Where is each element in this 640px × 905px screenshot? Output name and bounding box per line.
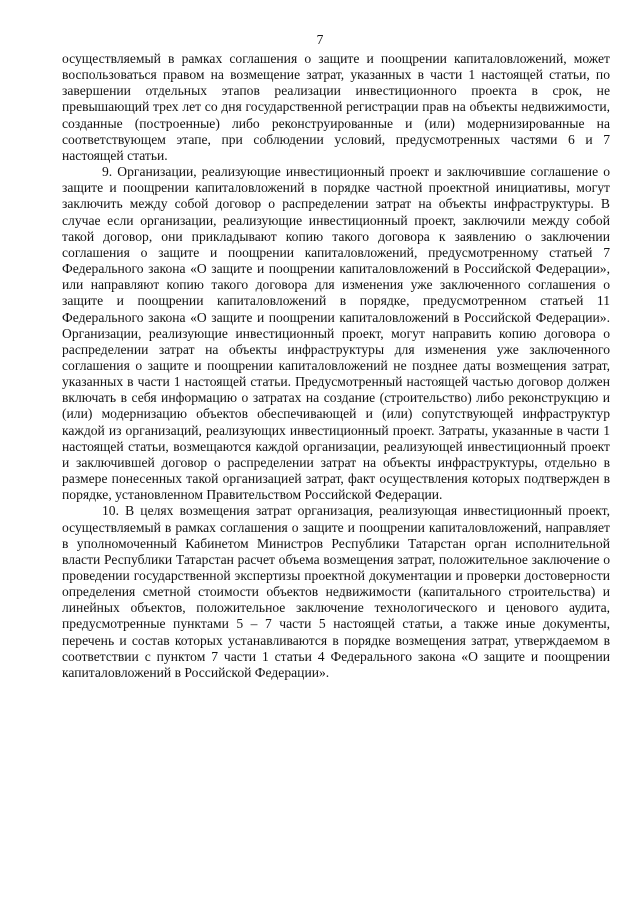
page-number: 7 [316,32,324,47]
document-body [62,51,610,681]
paragraph-item-9: 9. Организации, реализующие инвестиционный проект и заключившие соглашение о защите и поощрении капиталовложений в порядке частной проектной инициативы, могут заключить между собой договор о распределении затрат на объекты инфраструктуры. В случае если организации, реализующие инвестиционный проект, заключили между собой такой договор, они прикладывают копию такого договора к заявлению о заключении соглашения о защите и поощрении капиталовложений, предусмотренному статьей 7 Федерального закона «О защите и поощрении капиталовложений в Российской Федерации», или направляют копию такого договора для изменения уже заключенного соглашения о защите и поощрении капиталовложений в порядке, предусмотренном статьей 11 Федерального закона «О защите и поощрении капиталовложений в Российской Федерации». Организации, реализующие инвестиционный проект, могут направить копию договора о распределении затрат на объекты инфраструктуры для изменения уже заключенного соглашения о защите и поощрении капиталовложений не позднее даты возмещения затрат, указанных в части 1 настоящей статьи. Предусмотренный настоящей частью договор должен включать в себя информацию о затратах на создание (строительство) либо реконструкцию и (или) модернизацию объектов обеспечивающей и (или) сопутствующей инфраструктур каждой из организаций, реализующих инвестиционный проект. Затраты, указанные в части 1 настоящей статьи, возмещаются каждой организации, реализующей инвестиционный проект и заключившей договор о распределении затрат на объекты инфраструктуры, отдельно в размере понесенных такой организацией затрат, факт осуществления которых подтвержден в порядке, установленном Правительством Российской Федерации. [62,164,610,503]
paragraph-continuation: осуществляемый в рамках соглашения о защите и поощрении капиталовложений, может воспользоваться правом на возмещение затрат, указанных в части 1 настоящей статьи, по завершении отдельных этапов реализации инвестиционного проекта в срок, не превышающий трех лет со дня государственной регистрации прав на объекты недвижимости, созданные (построенные) либо реконструированные и (или) модернизированные на соответствующем этапе, при соблюдении условий, предусмотренных частями 6 и 7 настоящей статьи. [62,51,610,163]
paragraph-item-10: 10. В целях возмещения затрат организация, реализующая инвестиционный проект, осуществляемый в рамках соглашения о защите и поощрении капиталовложений, направляет в уполномоченный Кабинетом Министров Республики Татарстан орган исполнительной власти Республики Татарстан расчет объема возмещения затрат, положительное заключение о проведении государственной экспертизы проектной документации и проверки достоверности определения сметной стоимости объектов недвижимости (капитального строительства) и линейных объектов, положительное заключение технологического и ценового аудита, предусмотренные пунктами 5 – 7 части 5 настоящей статьи, а также иные документы, перечень и состав которых устанавливаются в порядке возмещения затрат, утверждаемом в соответствии с пунктом 7 части 1 статьи 4 Федерального закона «О защите и поощрении капиталовложений в Российской Федерации». [62,503,610,680]
